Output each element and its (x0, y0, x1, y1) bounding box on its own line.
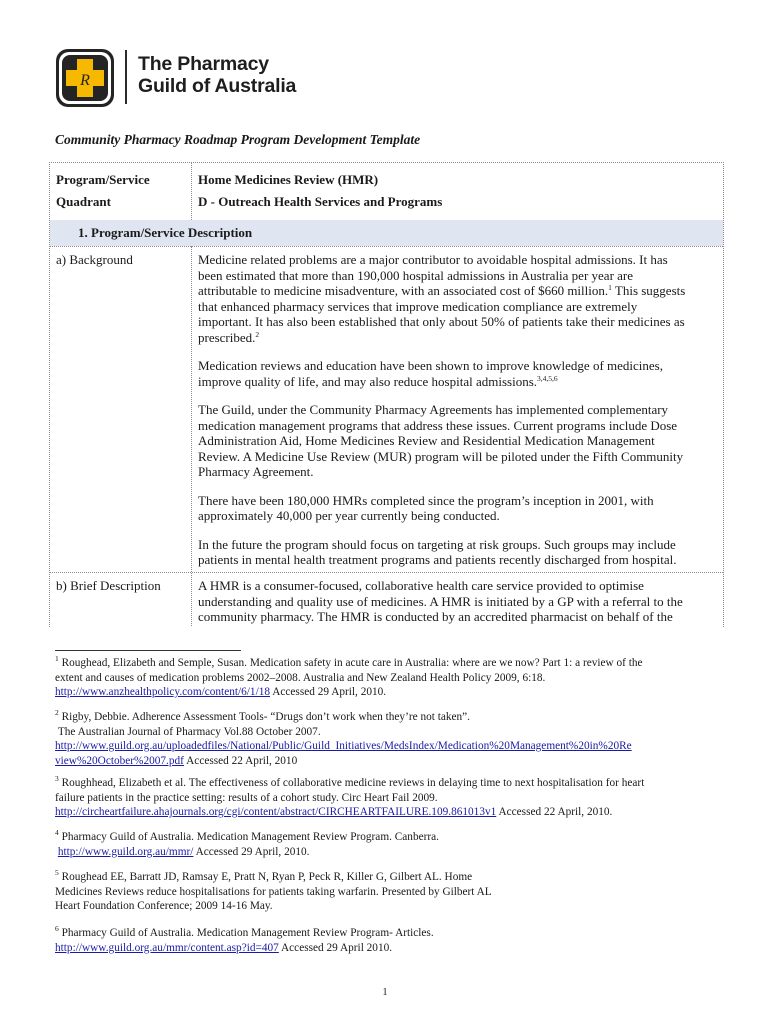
background-paragraph: Medication reviews and education have been shown to improve knowledge of medicines, improve quality of life, and may also reduce hospital admissions.$^{3,4,5,6}$ (198, 358, 663, 389)
footnote-3: $^3$ Roughhead, Elizabeth et al. The effectiveness of collaborative medicine reviews in delaying time to next hospitalisation for heart failure patients in the practice setting: results of a cohort study. Circ Heart Fail 2009. http://circheartfailure.ahajournals.org/cgi/content/abstract/CIRCHEARTFAILURE.109.861013v1 Accessed 22 April, 2010. (55, 774, 645, 818)
footnote-5: $^5$ Roughead EE, Barratt JD, Ramsay E, Pratt N, Ryan P, Peck R, Killer G, Gilbert AL. Home Medicines Reviews reduce hospitalisations for patients taking warfarin. Presented by Gilbert AL Heart Foundation Conference; 2009 14-16 May. (55, 868, 492, 912)
background-label: a) Background (56, 252, 133, 267)
footnote-2-link-cont[interactable]: view%20October%2007.pdf (55, 754, 184, 767)
background-paragraph: Medicine related problems are a major contributor to avoidable hospital admissions. It has been estimated that more than 190,000 hospital admissions in Australia per year are attributable to medicine misadventure, with an associated cost of $660 million.$^1$ This suggests that enhanced pharmacy services that improve medication compliance are extremely important. It has also been established that only about 50% of patients take their medicines as prescribed.$^2$ (198, 252, 686, 345)
background-paragraph: In the future the program should focus on targeting at risk groups. Such groups may include patients in mental health treatment programs and patients recently discharged from hospital. (198, 536, 677, 567)
brief-description-label: b) Brief Description (56, 578, 161, 593)
org-name-line2: Guild of Australia (138, 75, 297, 97)
quadrant-label: Quadrant (56, 194, 111, 209)
guild-logo (55, 48, 115, 108)
logo-letter: R (80, 72, 90, 89)
background-text (198, 252, 718, 581)
document-title: Community Pharmacy Roadmap Program Development Template (55, 132, 421, 147)
page-number: 1 (382, 987, 388, 998)
program-value: Home Medicines Review (HMR) (198, 172, 379, 187)
org-name-line1: The Pharmacy (138, 53, 269, 75)
footnote-2: $^2$ Rigby, Debbie. Adherence Assessment Tools- “Drugs don’t work when they’re not taken”. The Australian Journal of Pharmacy Vol.88 October 2007. http://www.guild.org.au/uploadedfiles/National/Public/Guild_Initiatives/MedsIndex/Medication%20Management%20in%20Re view%20October%2007.pdf Accessed 22 April, 2010 (55, 708, 632, 767)
footnote-1: $^1$ Roughead, Elizabeth and Semple, Susan. Medication safety in acute care in Australia: where are we now? Part 1: a review of the extent and causes of medication problems 2002–2008. Australia and New Zealand Health Policy 2009, 6:18. http://www.anzhealthpolicy.com/content/6/1/18 Accessed 29 April, 2010. (55, 654, 643, 698)
footnote-separator (55, 650, 241, 651)
program-table (49, 162, 724, 627)
section-heading: 1. Program/Service Description (78, 225, 253, 240)
footnote-1-link[interactable]: http://www.anzhealthpolicy.com/content/6/1/18 (55, 686, 271, 698)
org-name (138, 53, 296, 97)
footnote-4-link[interactable]: http://www.guild.org.au/mmr/ (57, 845, 194, 858)
quadrant-value: D - Outreach Health Services and Programs (198, 194, 443, 209)
program-label: Program/Service (56, 172, 150, 187)
footnote-2-link[interactable]: http://www.guild.org.au/uploadedfiles/National/Public/Guild_Initiatives/MedsIndex/Medication%20Management%20in%20Re (55, 740, 632, 752)
section-heading-row (50, 220, 723, 246)
logo-divider (125, 50, 127, 104)
footnote-6: $^6$ Pharmacy Guild of Australia. Medication Management Review Program- Articles. http://www.guild.org.au/mmr/content.asp?id=407 Accessed 29 April 2010. (55, 924, 434, 954)
brief-description-text: A HMR is a consumer-focused, collaborative health care service provided to optimise understanding and quality use of medicines. A HMR is initiated by a GP with a referral to the community pharmacy. The HMR is conducted by an accredited pharmacist on behalf of the (198, 578, 683, 624)
footnote-4: $^4$ Pharmacy Guild of Australia. Medication Management Review Program. Canberra. http://www.guild.org.au/mmr/ Accessed 29 April, 2010. (55, 828, 439, 858)
background-paragraph: There have been 180,000 HMRs completed since the program’s inception in 2001, with approximately 40,000 per year currently being conducted. (198, 492, 654, 523)
footnote-3-link[interactable]: http://circheartfailure.ahajournals.org/cgi/content/abstract/CIRCHEARTFAILURE.109.861013v1 (55, 806, 497, 818)
background-paragraph: The Guild, under the Community Pharmacy Agreements has implemented complementary medication management programs that address these issues. Current programs include Dose Administration Aid, Home Medicines Review and Residential Medication Management Review. A Medicine Use Review (MUR) program will be piloted under the Fifth Community Pharmacy Agreement. (198, 402, 684, 479)
footnote-6-link[interactable]: http://www.guild.org.au/mmr/content.asp?id=407 (55, 941, 279, 954)
